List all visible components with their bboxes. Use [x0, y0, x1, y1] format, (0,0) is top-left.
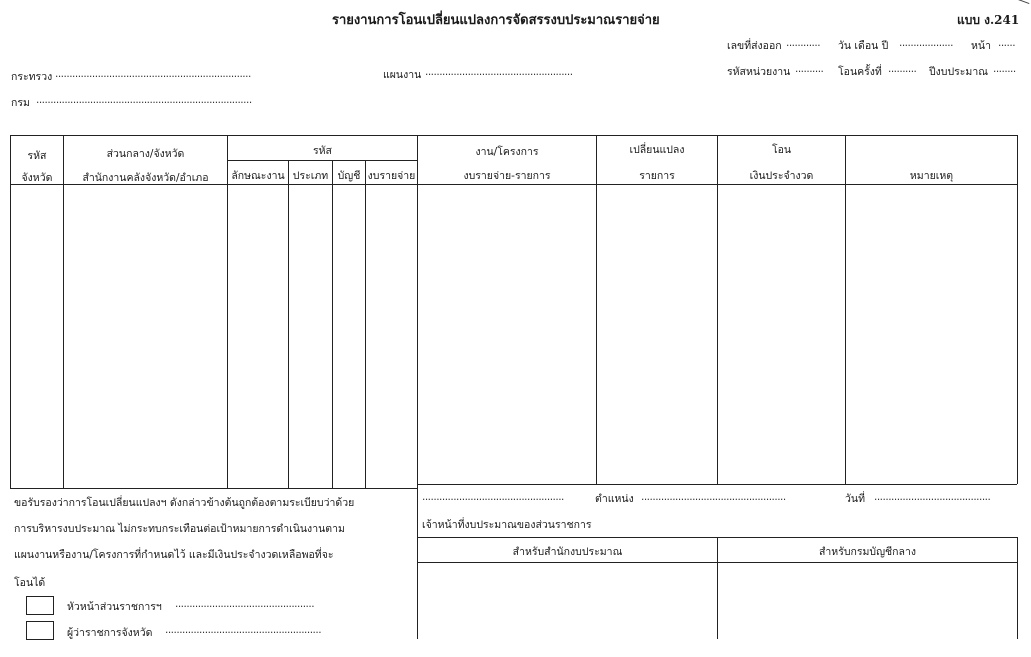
signature-dots: .................................................. [422, 491, 564, 503]
officer-label: เจ้าหน้าที่งบประมาณของส่วนราชการ [422, 519, 592, 531]
transfer-no-dots: .......... [888, 63, 917, 75]
checkbox-governor[interactable] [26, 621, 54, 640]
unit-code-label: รหัสหน่วยงาน [727, 66, 791, 78]
col-central-header-2: สำนักงานคลังจังหวัด/อำเภอ [82, 172, 209, 184]
col-type-header: ประเภท [292, 170, 329, 182]
date-label: วัน เดือน ปี [838, 40, 889, 52]
checkbox-governor-dots: ....................................................... [165, 624, 322, 636]
checkbox-head-dots: ................................................. [175, 598, 315, 610]
col-province-code-header: รหัส [27, 150, 47, 162]
col-account-header: บัญชี [337, 170, 361, 182]
sign-date-label: วันที่ [845, 493, 865, 505]
col-central-header: ส่วนกลาง/จังหวัด [106, 148, 185, 160]
ministry-label: กระทรวง [11, 71, 53, 83]
unit-code-dots: .......... [795, 63, 824, 75]
checkbox-head[interactable] [26, 596, 54, 615]
position-dots: ................................................... [641, 491, 786, 503]
col-function-header: ลักษณะงาน [231, 170, 285, 182]
doc-no-label: เลขที่ส่งออก [727, 40, 782, 52]
department-label: กรม [11, 97, 30, 109]
fiscal-year-dots: ........ [993, 63, 1016, 75]
page-label: หน้า [971, 40, 991, 52]
col-transfer-header: โอน [771, 144, 792, 156]
col-province-code-header-2: จังหวัด [21, 172, 53, 184]
position-label: ตำแหน่ง [595, 493, 634, 505]
form-title: รายงานการโอนเปลี่ยนแปลงการจัดสรรงบประมาณรายจ่าย [332, 13, 660, 28]
for-budget-bureau-header: สำหรับสำนักงบประมาณ [512, 546, 623, 558]
col-remark-header: หมายเหตุ [909, 170, 954, 182]
page-dots: ...... [998, 37, 1016, 49]
sign-date-dots: ......................................... [874, 491, 991, 503]
department-dots: ............................................................................ [36, 94, 252, 106]
col-project-header: งาน/โครงการ [475, 146, 539, 158]
transfer-no-label: โอนครั้งที่ [838, 66, 882, 78]
plan-dots: .................................................... [425, 66, 573, 78]
doc-no-dots: ............ [786, 37, 821, 49]
checkbox-head-label: หัวหน้าส่วนราชการฯ [67, 601, 162, 613]
col-transfer-header-2: เงินประจำงวด [749, 170, 814, 182]
col-project-header-2: งบรายจ่าย-รายการ [463, 170, 551, 182]
col-expense-header: งบรายจ่าย [367, 170, 416, 182]
col-change-header: เปลี่ยนแปลง [629, 144, 685, 156]
ministry-dots: ..................................................................... [55, 68, 251, 80]
cert-line-4: โอนได้ [14, 577, 46, 589]
form-number: แบบ ง.241 [957, 13, 1020, 27]
checkbox-governor-label: ผู้ว่าราชการจังหวัด [67, 627, 153, 639]
cert-line-1: ขอรับรองว่าการโอนเปลี่ยนแปลงฯ ดังกล่าวข้างต้นถูกต้องตามระเบียบว่าด้วย [14, 497, 355, 509]
cert-line-3: แผนงานหรืองาน/โครงการที่กำหนดไว้ และมีเงินประจำงวดเหลือพอที่จะ [14, 549, 334, 561]
fiscal-year-label: ปีงบประมาณ [929, 66, 988, 78]
for-comptroller-header: สำหรับกรมบัญชีกลาง [818, 546, 916, 558]
col-change-header-2: รายการ [639, 170, 675, 182]
col-code-group-header: รหัส [313, 145, 332, 157]
date-dots: ................... [899, 37, 953, 49]
plan-label: แผนงาน [383, 69, 422, 81]
cert-line-2: การบริหารงบประมาณ ไม่กระทบกระเทือนต่อเป้าหมายการดำเนินงานตาม [14, 523, 345, 535]
